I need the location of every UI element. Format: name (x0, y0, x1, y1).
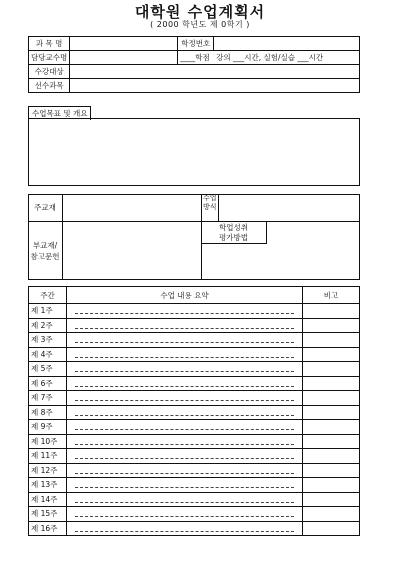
table-row (29, 463, 360, 478)
week-note-field[interactable] (303, 507, 360, 522)
table-row (29, 420, 360, 435)
credit-text: ____학점 (180, 53, 210, 62)
week-label: 제 4주 (29, 347, 67, 362)
target-students-label: 수강대상 (29, 65, 70, 79)
course-info-table (28, 36, 360, 93)
prerequisite-field[interactable] (70, 79, 360, 93)
week-label: 제 11주 (29, 449, 67, 464)
week-label: 제 16주 (29, 521, 67, 536)
objectives-field[interactable] (28, 118, 360, 186)
week-note-field[interactable] (303, 376, 360, 391)
note-column-header: 비고 (303, 287, 360, 304)
week-summary-field[interactable] (67, 405, 303, 420)
main-textbook-field[interactable] (63, 194, 201, 222)
summary-column-header: 수업 내용 요약 (67, 287, 303, 304)
week-note-field[interactable] (303, 304, 360, 319)
week-summary-field[interactable] (67, 434, 303, 449)
week-note-field[interactable] (303, 362, 360, 377)
prerequisite-label: 선수과목 (29, 79, 70, 93)
week-column-header: 주간 (29, 287, 67, 304)
week-note-field[interactable] (303, 521, 360, 536)
week-note-field[interactable] (303, 449, 360, 464)
week-summary-field[interactable] (67, 391, 303, 406)
evaluation-label: 학업성취 평가방법 (201, 222, 267, 244)
credit-hours-field[interactable] (178, 51, 360, 65)
week-label: 제 14주 (29, 492, 67, 507)
weekly-rows (29, 304, 360, 536)
table-row (29, 318, 360, 333)
week-summary-field[interactable] (67, 333, 303, 348)
week-note-field[interactable] (303, 420, 360, 435)
week-note-field[interactable] (303, 391, 360, 406)
table-row (29, 376, 360, 391)
week-label: 제 2주 (29, 318, 67, 333)
week-label: 제 12주 (29, 463, 67, 478)
teaching-method-field[interactable] (219, 194, 360, 222)
table-row (29, 478, 360, 493)
table-row (29, 449, 360, 464)
reference-field[interactable] (63, 222, 201, 280)
table-row (29, 333, 360, 348)
week-summary-field[interactable] (67, 304, 303, 319)
week-note-field[interactable] (303, 333, 360, 348)
table-row (29, 405, 360, 420)
week-note-field[interactable] (303, 347, 360, 362)
week-summary-field[interactable] (67, 420, 303, 435)
week-note-field[interactable] (303, 478, 360, 493)
week-summary-field[interactable] (67, 463, 303, 478)
week-summary-field[interactable] (67, 492, 303, 507)
week-label: 제 10주 (29, 434, 67, 449)
evaluation-field[interactable] (267, 222, 360, 244)
week-summary-field[interactable] (67, 521, 303, 536)
week-note-field[interactable] (303, 492, 360, 507)
week-summary-field[interactable] (67, 318, 303, 333)
table-row (29, 304, 360, 319)
week-label: 제 13주 (29, 478, 67, 493)
week-label: 제 1주 (29, 304, 67, 319)
week-label: 제 5주 (29, 362, 67, 377)
table-row (29, 492, 360, 507)
table-row (29, 434, 360, 449)
week-summary-field[interactable] (67, 478, 303, 493)
week-label: 제 15주 (29, 507, 67, 522)
week-summary-field[interactable] (67, 507, 303, 522)
week-label: 제 9주 (29, 420, 67, 435)
table-row (29, 347, 360, 362)
week-note-field[interactable] (303, 318, 360, 333)
week-note-field[interactable] (303, 463, 360, 478)
week-note-field[interactable] (303, 405, 360, 420)
week-label: 제 7주 (29, 391, 67, 406)
week-summary-field[interactable] (67, 376, 303, 391)
course-name-field[interactable] (70, 37, 178, 51)
objectives-label: 수업목표 및 개요 (28, 106, 91, 120)
table-row (29, 362, 360, 377)
document-title: 대학원 수업계획서 (134, 3, 266, 21)
week-summary-field[interactable] (67, 362, 303, 377)
instructor-label: 담당교수명 (29, 51, 70, 65)
instructor-field[interactable] (70, 51, 178, 65)
hours-text: 강의 ___시간, 실험/실습 ___시간 (216, 53, 324, 62)
reference-label: 부교재/ 참고문헌 (28, 222, 63, 280)
table-row (29, 521, 360, 536)
teaching-method-label: 수업 방식 (201, 194, 219, 222)
week-summary-field[interactable] (67, 347, 303, 362)
week-note-field[interactable] (303, 434, 360, 449)
semester-subtitle: ( 2000 학년도 제 0학기 ) (150, 20, 250, 29)
weekly-plan-table (28, 286, 360, 536)
week-label: 제 3주 (29, 333, 67, 348)
course-name-label: 과 목 명 (29, 37, 70, 51)
target-students-field[interactable] (70, 65, 360, 79)
course-number-field[interactable] (214, 37, 360, 51)
table-row (29, 391, 360, 406)
week-label: 제 8주 (29, 405, 67, 420)
week-label: 제 6주 (29, 376, 67, 391)
course-number-label: 학정번호 (178, 37, 214, 51)
main-textbook-label: 주교재 (28, 194, 63, 222)
table-row (29, 507, 360, 522)
week-summary-field[interactable] (67, 449, 303, 464)
